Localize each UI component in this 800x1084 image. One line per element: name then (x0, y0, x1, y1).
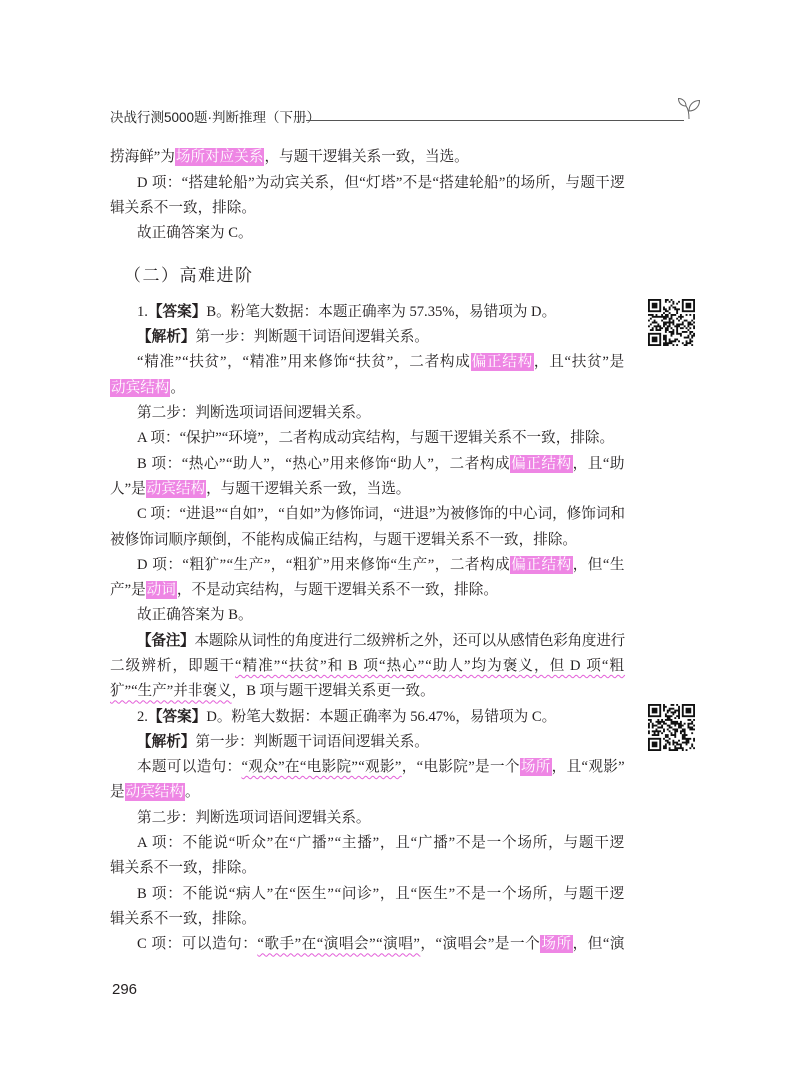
paragraph (110, 426, 625, 451)
highlighted-term: 场所 (520, 759, 551, 776)
bold-label: 【解析】 (137, 329, 196, 346)
paragraph (110, 502, 625, 553)
text-run: B 项：“热心”“助人”，“热心”用来修饰“助人”，二者构成 (137, 455, 511, 472)
text-line (110, 401, 625, 426)
wavy-underlined-text: “歌手”在“演唱会”“演唱” (257, 936, 421, 953)
bold-label: 【答案】 (147, 303, 207, 320)
paragraph (110, 452, 625, 503)
text-run: 辑关系不一致，排除。 (110, 910, 256, 927)
text-line (110, 654, 625, 679)
text-run: ，但“演 (572, 936, 625, 953)
paragraph (110, 806, 625, 831)
text-line (110, 528, 625, 553)
text-run: 第一步：判断题干词语间逻辑关系。 (195, 329, 429, 346)
text-run: 第二步：判断选项词语间逻辑关系。 (137, 809, 371, 826)
highlighted-term: 偏正结构 (511, 556, 572, 573)
text-line (110, 553, 625, 578)
text-run: 。 (185, 784, 200, 801)
text-line (110, 603, 625, 628)
text-run: 。 (170, 379, 185, 396)
running-header-title: 决战行测5000题·判断推理（下册） (110, 110, 321, 125)
text-line (110, 730, 625, 755)
text-run: 1. (137, 303, 148, 320)
paragraph (110, 553, 625, 604)
text-line (110, 452, 625, 477)
paragraph (110, 932, 625, 957)
highlighted-term: 动宾结构 (125, 784, 184, 801)
text-run: 是 (110, 784, 125, 801)
paragraph (110, 401, 625, 426)
highlighted-term: 场所 (541, 936, 572, 953)
text-run: 故正确答案为 C。 (137, 225, 253, 242)
highlighted-term: 场所对应关系 (175, 149, 264, 166)
text-run: “精准”“扶贫”，“精准”用来修饰“扶贫”，二者构成 (137, 354, 471, 371)
text-line (110, 856, 625, 881)
paragraph (110, 882, 625, 933)
highlighted-term: 动宾结构 (146, 480, 206, 497)
text-run: 辑关系不一致，排除。 (110, 860, 256, 877)
bold-label: 【备注】 (137, 632, 195, 649)
text-line (110, 196, 625, 221)
paragraph (110, 171, 625, 222)
text-line (110, 578, 625, 603)
text-line (110, 806, 625, 831)
text-run: 第二步：判断选项词语间逻辑关系。 (137, 405, 371, 422)
text-run: 二级辨析，即题干 (110, 657, 236, 674)
paragraph (110, 629, 625, 705)
text-line (110, 882, 625, 907)
section-heading: （二）高难进阶 (124, 265, 254, 285)
text-run: D 项：“搭建轮船”为动宾关系，但“灯塔”不是“搭建轮船”的场所，与题干逻 (137, 174, 626, 191)
text-line (110, 831, 625, 856)
bold-label: 【解析】 (137, 733, 196, 750)
text-run: B。粉笔大数据：本题正确率为 57.35%，易错项为 D。 (206, 303, 557, 320)
paragraph (110, 755, 625, 806)
text-line (110, 145, 625, 170)
text-run: C 项：可以造句： (137, 936, 258, 953)
text-run: 第一步：判断题干词语间逻辑关系。 (195, 733, 429, 750)
sprout-icon (676, 94, 702, 120)
text-line (110, 502, 625, 527)
text-line (110, 376, 625, 401)
qr-code (648, 299, 695, 346)
text-run: D 项：“粗犷”“生产”，“粗犷”用来修饰“生产”，二者构成 (137, 556, 511, 573)
text-run: D。粉笔大数据：本题正确率为 56.47%，易错项为 C。 (206, 708, 557, 725)
bold-label: 【答案】 (147, 708, 207, 725)
header-rule (306, 120, 684, 121)
highlighted-term: 偏正结构 (471, 354, 533, 371)
text-run: 产”是 (110, 582, 146, 599)
paragraph (110, 221, 625, 246)
text-line (110, 171, 625, 196)
paragraph (110, 325, 625, 350)
paragraph (110, 831, 625, 882)
highlighted-term: 偏正结构 (511, 455, 572, 472)
text-run: 人”是 (110, 480, 146, 497)
text-run: 2. (137, 708, 148, 725)
highlighted-term: 动宾结构 (111, 379, 170, 396)
wavy-underlined-text: “观众”在“电影院”“观影” (241, 759, 402, 776)
text-run: B 项：不能说“病人”在“医生”“问诊”，且“医生”不是一个场所，与题干逻 (137, 885, 625, 902)
text-run: 本题可以造句： (137, 759, 242, 776)
paragraph (110, 145, 625, 170)
text-line (110, 325, 625, 350)
text-line (110, 755, 625, 780)
text-run: A 项：不能说“听众”在“广播”“主播”，且“广播”不是一个场所，与题干逻 (137, 835, 625, 852)
text-line (110, 679, 625, 704)
text-line (110, 629, 625, 654)
text-line (110, 780, 625, 805)
text-line (110, 350, 625, 375)
text-run: ，与题干逻辑关系一致，当选。 (206, 480, 411, 497)
text-run: 辑关系不一致，排除。 (110, 199, 256, 216)
paragraph (110, 603, 625, 628)
text-line (110, 705, 625, 730)
text-run: ，但“生 (572, 556, 625, 573)
text-run: ，“电影院”是一个 (401, 759, 520, 776)
highlighted-term: 动词 (146, 582, 176, 599)
text-line (110, 426, 625, 451)
paragraph (110, 350, 625, 401)
text-run: ，且“观影” (551, 759, 625, 776)
text-run: ，“演唱会”是一个 (420, 936, 541, 953)
answer-paragraph (110, 705, 625, 730)
wavy-underlined-text: “精准”“扶贫”和 B 项“热心”“助人”均为褒义，但 D 项“粗 (235, 657, 626, 674)
text-line (110, 932, 625, 957)
text-run: ，与题干逻辑关系一致，当选。 (264, 149, 469, 166)
text-run: 本题除从词性的角度进行二级辨析之外，还可以从感情色彩角度进行 (194, 632, 625, 649)
text-run: 故正确答案为 B。 (137, 607, 253, 624)
qr-code (648, 704, 695, 751)
text-line (110, 221, 625, 246)
text-run: A 项：“保护”“环境”，二者构成动宾结构，与题干逻辑关系不一致，排除。 (137, 430, 615, 447)
text-run: ，B 项与题干逻辑关系更一致。 (231, 683, 435, 700)
running-header (110, 107, 702, 133)
text-run: ，不是动宾结构，与题干逻辑关系不一致，排除。 (176, 582, 498, 599)
text-line (110, 477, 625, 502)
text-run: 被修饰词顺序颠倒，不能构成偏正结构，与题干逻辑关系不一致，排除。 (110, 531, 578, 548)
text-run: ，且“扶贫”是 (533, 354, 625, 371)
text-run: 捞海鲜”为 (110, 149, 175, 166)
text-line (110, 907, 625, 932)
text-line (110, 300, 625, 325)
page-number: 296 (112, 981, 138, 998)
text-run: ，且“助 (572, 455, 625, 472)
wavy-underlined-text: 犷”“生产”并非褒义 (110, 683, 232, 700)
text-run: C 项：“进退”“自如”，“自如”为修饰词，“进退”为被修饰的中心词，修饰词和 (137, 506, 625, 523)
document-body (110, 145, 625, 957)
paragraph (110, 730, 625, 755)
answer-paragraph (110, 300, 625, 325)
